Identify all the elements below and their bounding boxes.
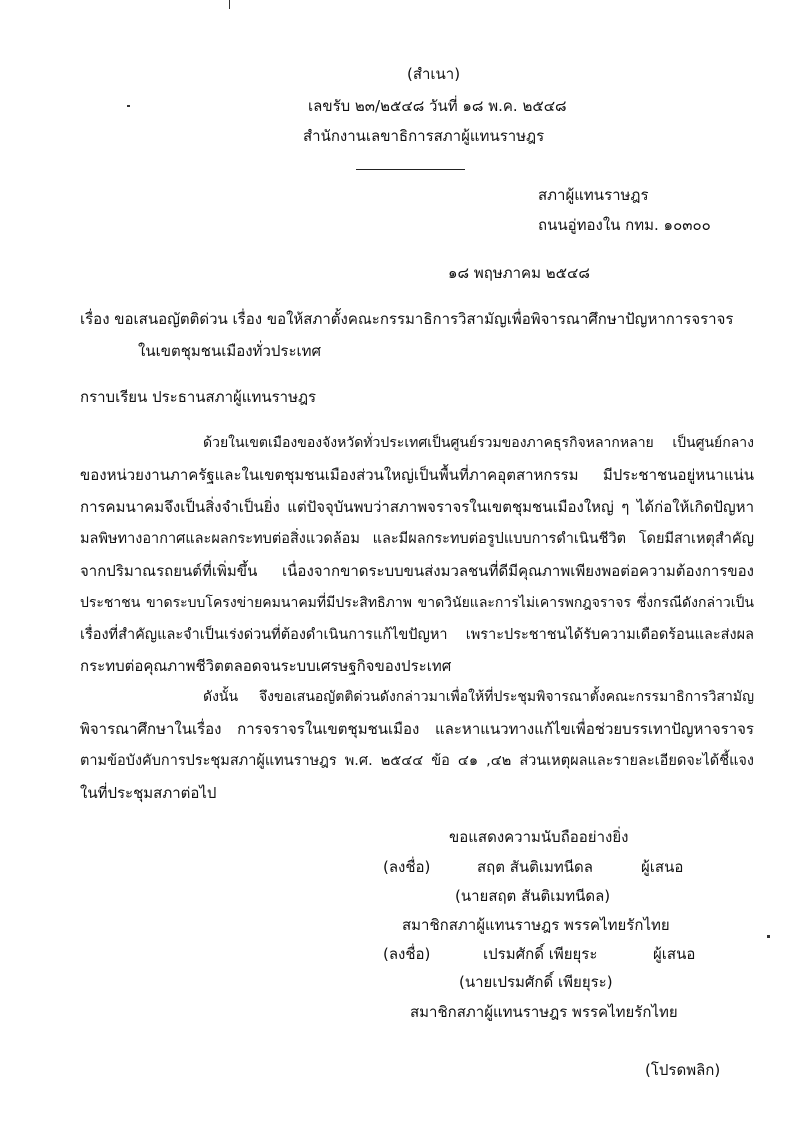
document-date: ๑๘ พฤษภาคม ๒๕๔๘ (448, 264, 590, 282)
closing-phrase: ขอแสดงความนับถืออย่างยิ่ง (449, 828, 629, 846)
signer-position: สมาชิกสภาผู้แทนราษฎร พรรคไทยรักไทย (410, 1003, 678, 1021)
body-para1-line: มลพิษทางอากาศและผลกระทบต่อสิ่งแวดล้อม และมีผลกระทบต่อรูปแบบการดำเนินชีวิต โดยมีสาเหตุสำคัญ (80, 531, 754, 547)
scan-dot-left (127, 105, 130, 107)
signer-role: ผู้เสนอ (641, 858, 684, 876)
salutation: กราบเรียน ประธานสภาผู้แทนราษฎร (80, 388, 317, 406)
signer-position: สมาชิกสภาผู้แทนราษฎร พรรคไทยรักไทย (402, 916, 670, 934)
body-para2-line: ดังนั้น จึงขอเสนอญัตติด่วนดังกล่าวมาเพื่อให้ที่ประชุมพิจารณาตั้งคณะกรรมาธิการวิสามัญ (203, 689, 754, 705)
body-para1-line: ประชาชน ขาดระบบโครงข่ายคมนาคมที่มีประสิทธิภาพ ขาดวินัยและการไม่เคารพกฎจราจร ซึ่งกรณีดังกล่าวเป็น (80, 595, 754, 611)
body-para2-line: พิจารณาศึกษาในเรื่อง การจราจรในเขตชุมชนเมือง และหาแนวทางแก้ไขเพื่อช่วยบรรเทาปัญหาจราจร (80, 720, 754, 738)
signature-name: สฤต สันติเมทนีดล (477, 858, 593, 876)
turn-page-note: (โปรดพลิก) (645, 1061, 721, 1079)
receiving-office: สำนักงานเลขาธิการสภาผู้แทนราษฎร (303, 127, 545, 145)
received-number: เลขรับ ๒๓/๒๕๔๘ วันที่ ๑๘ พ.ค. ๒๕๔๘ (308, 97, 567, 115)
sign-label: (ลงชื่อ) (383, 945, 431, 963)
address-line-2: ถนนอู่ทองใน กทม. ๑๐๓๐๐ (538, 216, 711, 234)
subject-line-2: ในเขตชุมชนเมืองทั่วประเทศ (138, 342, 322, 360)
signature-name: เปรมศักดิ์ เพียยุระ (483, 945, 598, 963)
header-divider (356, 169, 465, 170)
body-para2-line: ในที่ประชุมสภาต่อไป (80, 784, 217, 802)
body-para1-line: จากปริมาณรถยนต์ที่เพิ่มขึ้น เนื่องจากขาดระบบขนส่งมวลชนที่ดีมีคุณภาพเพียงพอต่อความต้องการของ (80, 562, 754, 580)
body-para1-line: กระทบต่อคุณภาพชีวิตตลอดจนระบบเศรษฐกิจของประเทศ (80, 657, 452, 675)
signer-printed-name: (นายสฤต สันติเมทนีดล) (455, 887, 611, 905)
body-para1-line: เรื่องที่สำคัญและจำเป็นเร่งด่วนที่ต้องดำเนินการแก้ไขปัญหา เพราะประชาชนได้รับความเดือดร้อนและส่งผล (80, 627, 754, 643)
sign-label: (ลงชื่อ) (383, 858, 431, 876)
scan-dot-right (767, 935, 770, 938)
scan-mark-top (229, 0, 230, 9)
signer-printed-name: (นายเปรมศักดิ์ เพียยุระ) (459, 973, 613, 991)
signer-role: ผู้เสนอ (653, 945, 696, 963)
body-para1-line: ด้วยในเขตเมืองของจังหวัดทั่วประเทศเป็นศูนย์รวมของภาคธุรกิจหลากหลาย เป็นศูนย์กลาง (203, 435, 754, 451)
body-para2-line: ตามข้อบังคับการประชุมสภาผู้แทนราษฎร พ.ศ. ๒๕๔๔ ข้อ ๔๑ ,๔๒ ส่วนเหตุผลและรายละเอียดจะได้ชี้แจง (80, 753, 754, 769)
address-line-1: สภาผู้แทนราษฎร (538, 186, 649, 204)
copy-label: (สำเนา) (407, 65, 461, 83)
subject-line-1: เรื่อง ขอเสนอญัตติด่วน เรื่อง ขอให้สภาตั้งคณะกรรมาธิการวิสามัญเพื่อพิจารณาศึกษาปัญหาการจราจร (80, 310, 734, 328)
body-para1-line: การคมนาคมจึงเป็นสิ่งจำเป็นยิ่ง แต่ปัจจุบันพบว่าสภาพจราจรในเขตชุมชนเมืองใหญ่ ๆ ได้ก่อให้เกิดปัญหา (80, 498, 754, 516)
body-para1-line: ของหน่วยงานภาครัฐและในเขตชุมชนเมืองส่วนใหญ่เป็นพื้นที่ภาคอุตสาหกรรม มีประชาชนอยู่หนาแน่น (80, 466, 754, 484)
